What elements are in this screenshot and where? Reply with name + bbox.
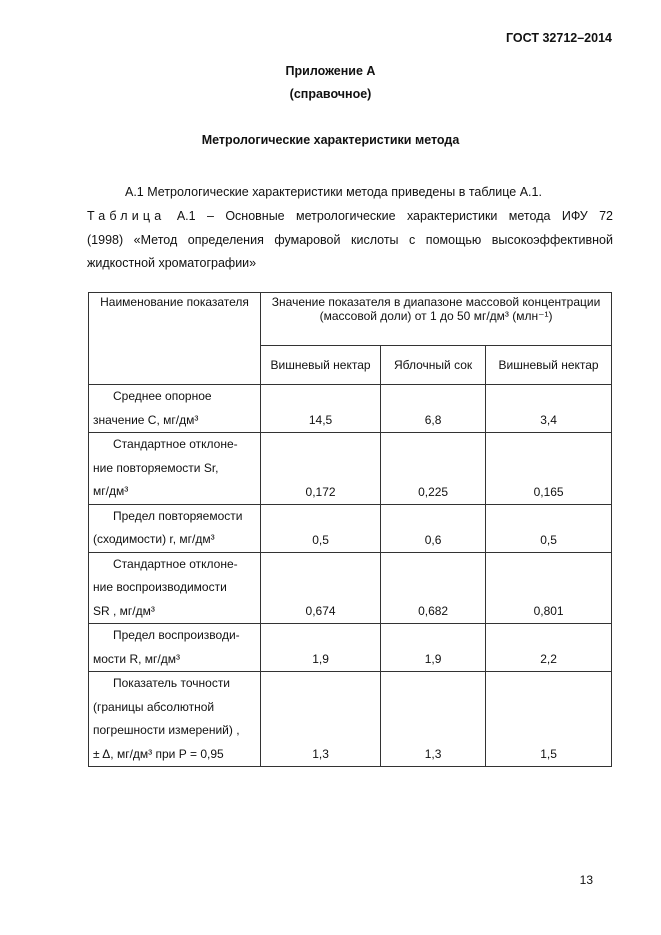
row-label-line: SR , мг/дм³ — [93, 603, 155, 618]
header-value-range: Значение показателя в диапазоне массовой концентрации (массовой доли) от 1 до 50 мг/дм³ (млн⁻¹) — [261, 293, 612, 346]
header-indicator-name: Наименование показателя — [89, 293, 261, 385]
row-value: 0,682 — [381, 552, 486, 624]
row-label-line: мости R, мг/дм³ — [93, 651, 180, 666]
row-value: 1,3 — [261, 672, 381, 767]
row-value: 1,9 — [261, 624, 381, 672]
row-value: 0,801 — [486, 552, 612, 624]
row-label — [89, 552, 261, 624]
row-value: 0,172 — [261, 433, 381, 505]
page-number: 13 — [579, 873, 593, 887]
table-row — [89, 552, 612, 624]
header-col-2: Яблочный сок — [381, 346, 486, 385]
row-value: 0,225 — [381, 433, 486, 505]
caption-line-1 — [87, 205, 613, 229]
row-value: 2,2 — [486, 624, 612, 672]
table-row — [89, 385, 612, 433]
row-value: 3,4 — [486, 385, 612, 433]
row-label-line: (границы абсолютной — [93, 699, 215, 714]
row-label-line: Стандартное отклоне- — [113, 556, 238, 571]
row-label-line: мг/дм³ — [93, 484, 129, 498]
header-col-3: Вишневый нектар — [486, 346, 612, 385]
appendix-type: (справочное) — [289, 87, 372, 101]
row-label-line: ние повторяемости Sr, — [93, 460, 219, 475]
standard-number: ГОСТ 32712–2014 — [506, 31, 612, 45]
caption-line-3: жидкостной хроматографии» — [87, 256, 257, 270]
row-label — [89, 385, 261, 433]
table-row — [89, 433, 612, 505]
row-value: 0,6 — [381, 504, 486, 552]
row-label-line: ние воспроизводимости — [93, 580, 227, 594]
row-label — [89, 672, 261, 767]
row-label — [89, 624, 261, 672]
row-label — [89, 433, 261, 505]
intro-paragraph: А.1 Метрологические характеристики метода приведены в таблице А.1. — [125, 185, 542, 199]
row-label-line: Среднее опорное — [113, 389, 212, 403]
row-value: 0,674 — [261, 552, 381, 624]
header-col-1: Вишневый нектар — [261, 346, 381, 385]
row-label-line: погрешности измерений) , — [93, 723, 240, 737]
metrology-table — [88, 292, 612, 767]
row-label-line: Предел повторяемости — [113, 508, 243, 523]
table-row — [89, 624, 612, 672]
row-value: 1,9 — [381, 624, 486, 672]
row-label-line: ± Δ, мг/дм³ при Р = 0,95 — [93, 746, 224, 761]
appendix-title: Приложение А — [285, 64, 376, 78]
row-label-line: Предел воспроизводи- — [113, 628, 240, 642]
row-value: 1,5 — [486, 672, 612, 767]
caption-text-1: А.1 – Основные метрологические характеристики метода ИФУ 72 — [176, 209, 613, 223]
row-value: 0,165 — [486, 433, 612, 505]
section-title: Метрологические характеристики метода — [201, 133, 460, 147]
row-value: 6,8 — [381, 385, 486, 433]
row-value: 14,5 — [261, 385, 381, 433]
row-label-line: Показатель точности — [113, 676, 231, 690]
table-caption — [87, 205, 613, 276]
table-row — [89, 504, 612, 552]
row-label — [89, 504, 261, 552]
caption-prefix: Таблица — [87, 209, 166, 223]
row-label-line: Стандартное отклоне- — [113, 437, 238, 451]
row-value: 1,3 — [381, 672, 486, 767]
row-value: 0,5 — [486, 504, 612, 552]
table-row — [89, 672, 612, 767]
row-label-line: (сходимости) r, мг/дм³ — [93, 532, 215, 546]
caption-line-2: (1998) «Метод определения фумаровой кислоты с помощью высокоэффективной — [87, 232, 613, 247]
row-label-line: значение С, мг/дм³ — [93, 412, 199, 427]
row-value: 0,5 — [261, 504, 381, 552]
table-body — [89, 385, 612, 767]
